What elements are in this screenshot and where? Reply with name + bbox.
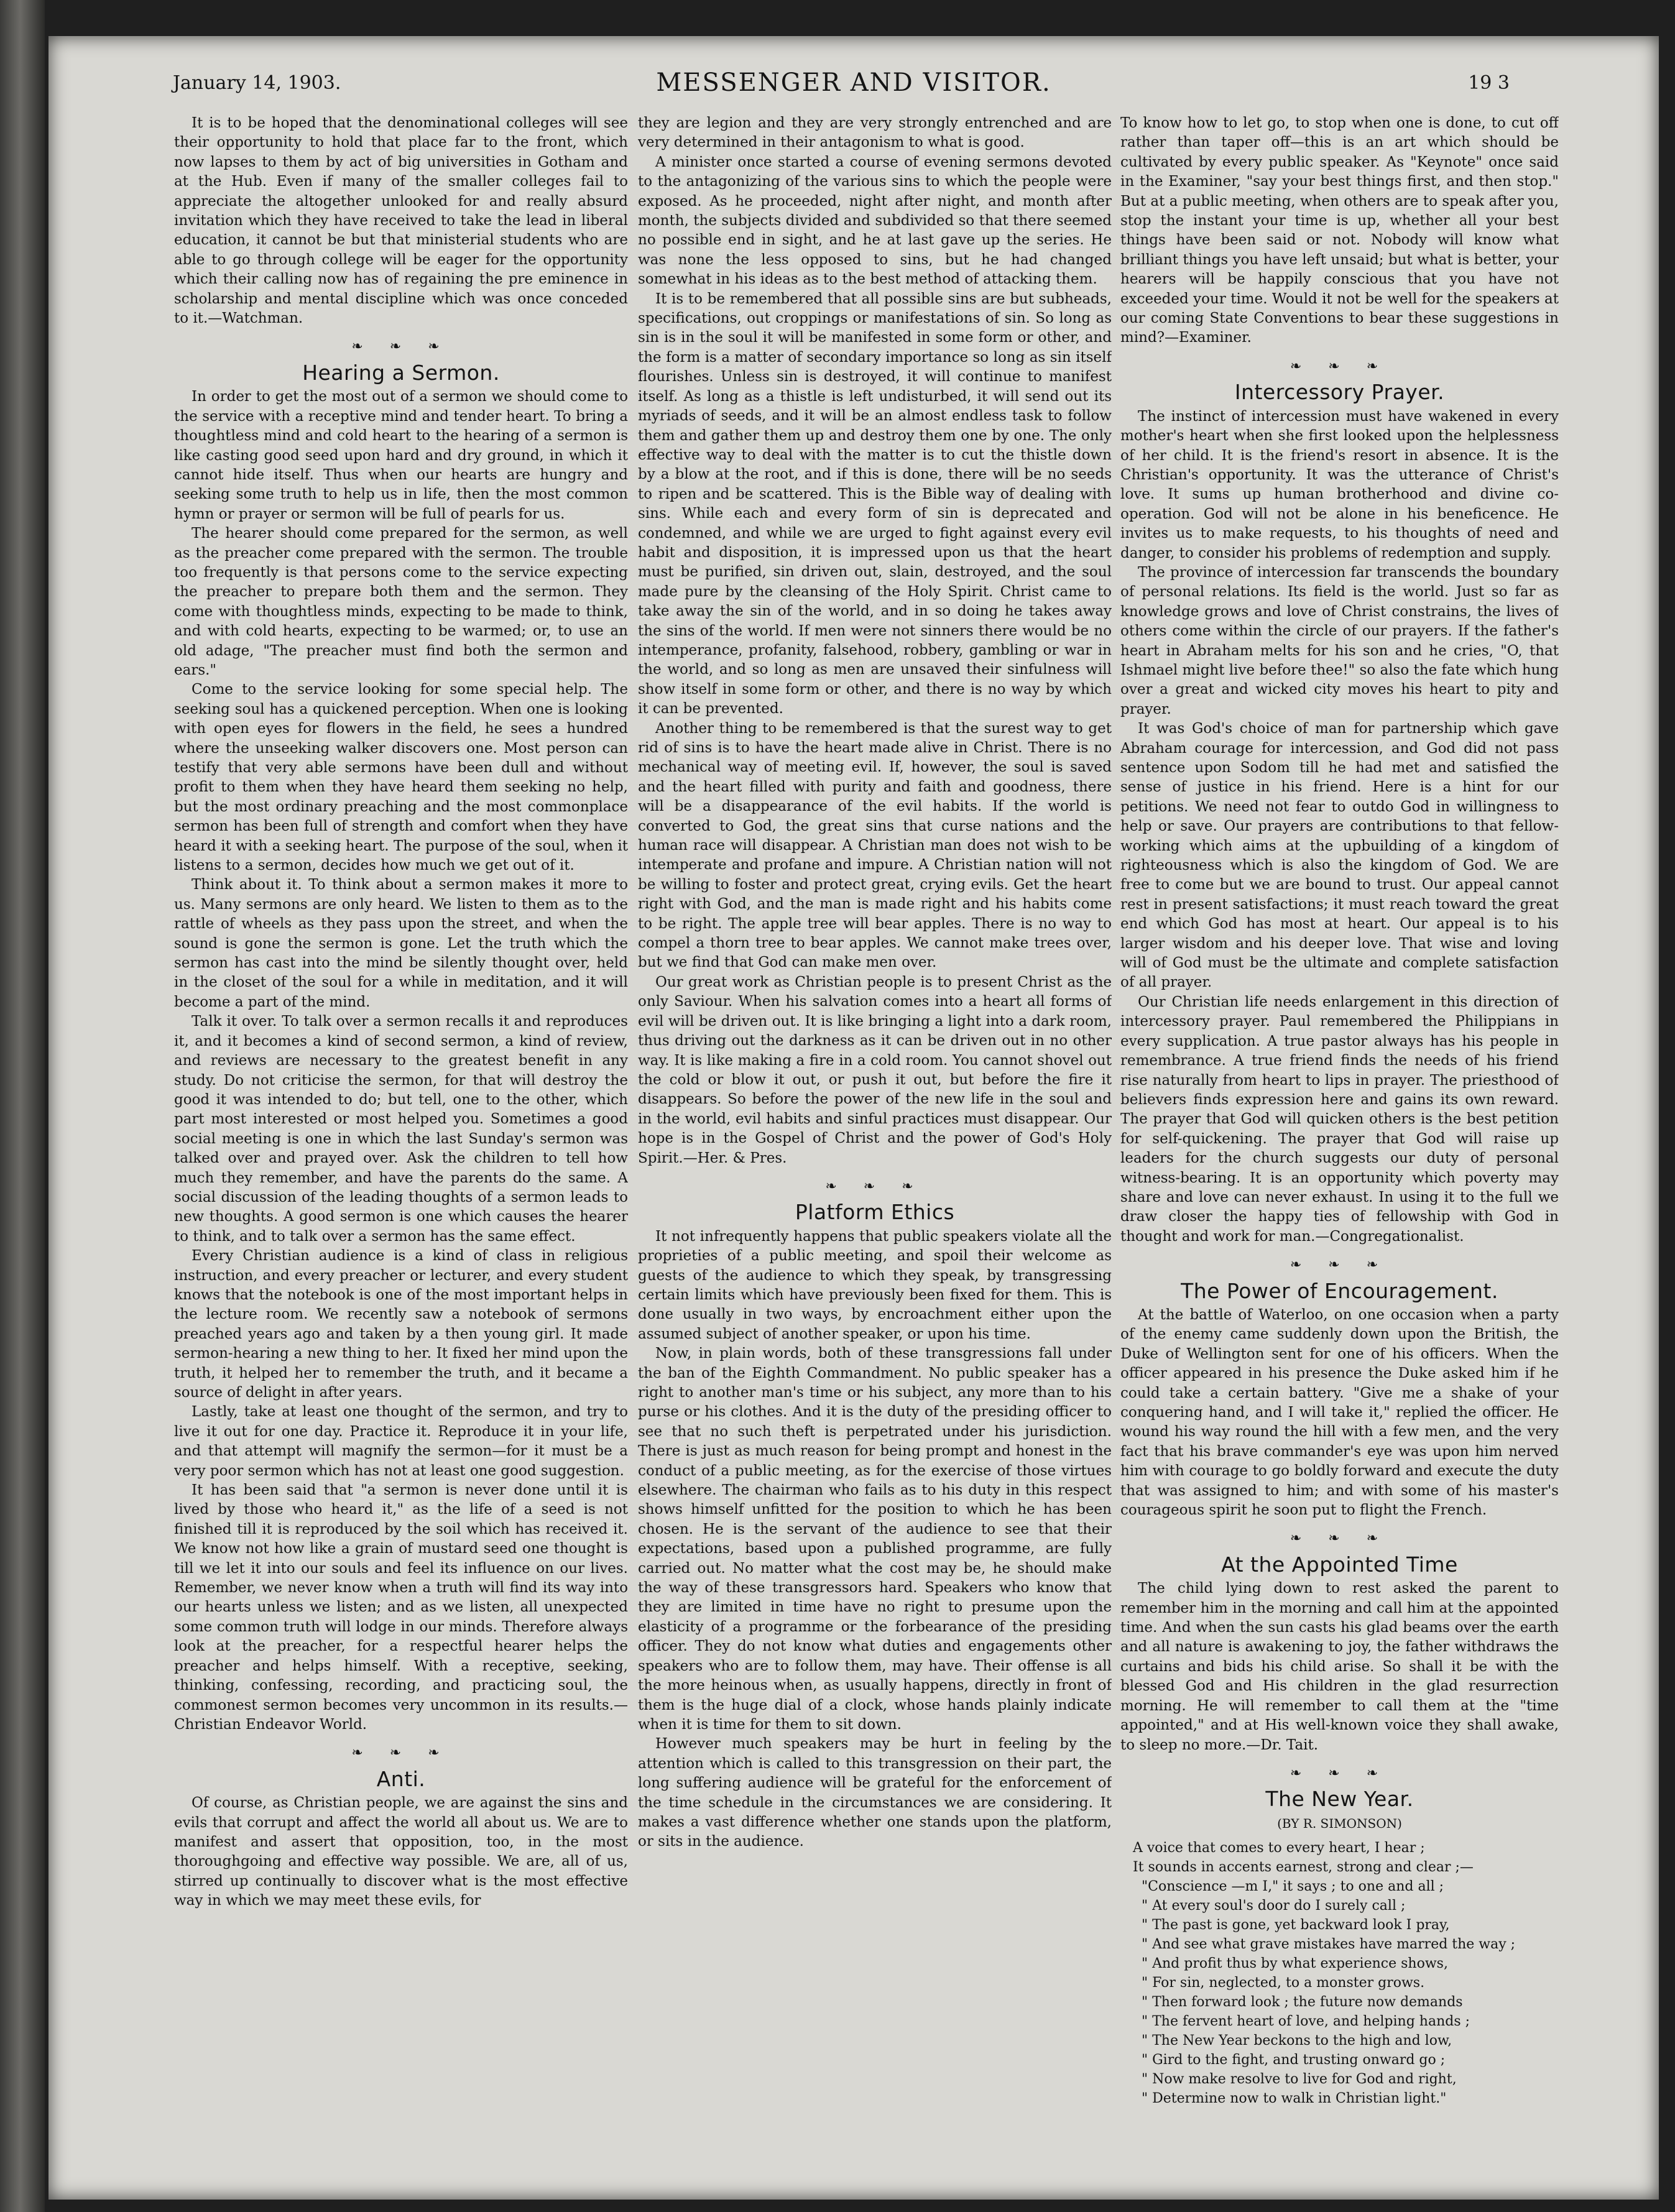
poem-line: "Conscience —m I," it says ; to one and all ; bbox=[1142, 1879, 1444, 1895]
adjacent-page-edge bbox=[0, 0, 45, 2212]
column-1 bbox=[174, 114, 628, 2178]
section-ornament: ❧ ❧ ❧ bbox=[825, 1178, 925, 1194]
hearing-paragraph: Every Christian audience is a kind of class in religious instruction, and every preacher or lecturer, and every student knows that the notebook is one of the most important helps in the lecture room. We recently saw a notebook of sermons preached years ago and taken by a then young girl. It made sermon-hearing a new thing to her. It fixed her mind upon the truth, it helped her to remember the truth, and it became a source of delight in after years. bbox=[174, 1248, 628, 1401]
appointed-paragraph: The child lying down to rest asked the parent to remember him in the morning and call him at the appointed time. And when the sun casts his glad beams over the earth and all nature is awakening to joy, the father withdraws the curtains and bids his child arise. So shall it be with the blessed God and His children in the glad resurrection morning. He will remember to call them at the "time appointed," and at His well-known voice they shall awake, to sleep no more.—Dr. Tait. bbox=[1120, 1580, 1559, 1753]
section-ornament: ❧ ❧ ❧ bbox=[351, 339, 451, 355]
hearing-paragraph: Talk it over. To talk over a sermon recalls it and reproduces it, and it becomes a kind of second sermon, a kind of review, and reviews are necessary to the greatest benefit in any study. Do not criticise the sermon, for that will destroy the good it was intended to do; but tell, one to the other, which part most interested or most helped you. Sometimes a good social meeting is one in which the last Sunday's sermon was talked over and prayed over. Ask the children to tell how much they remember, and have the parents do the same. A social discussion of the leading thoughts of a sermon leads to new thoughts. A good sermon is one which causes the hearer to think, and to talk over a sermon has the same effect. bbox=[174, 1013, 628, 1245]
anti-continued-paragraph: Our great work as Christian people is to present Christ as the only Saviour. When his salvation comes into a heart all forms of evil will be driven out. It is like bringing a light into a dark room, thus driving out the darkness as it can be driven out in no other way. It is like making a fire in a cold room. You cannot shovel out the cold or blow it out, or push it out, but before the fire it disappears. So before the power of the new life in the soul and in the world, evil habits and sinful practices must disappear. Our hope is in the Gospel of Christ and the power of God's Holy Spirit.—Her. & Pres. bbox=[638, 974, 1112, 1166]
platform-paragraph: However much speakers may be hurt in feeling by the attention which is called to this transgression on their part, the long suffering audience will be grateful for the enforcement of the time schedule in the circumstances we are considering. It makes a vast difference whether one stands upon the platform, or sits in the audience. bbox=[638, 1736, 1112, 1850]
college-article-paragraph: It is to be hoped that the denominational colleges will see their opportunity to hold that place far to the front, which now lapses to them by act of big universities in Gotham and at the Hub. Even if many of the smaller colleges fail to appreciate the altogether unlooked for and really absurd invitation which they have received to take the lead in liberal education, it cannot be but that ministerial students who are able to go through college will be eager for the opportunity which their calling now has of regaining the pre eminence in scholarship and mental discipline which was once conceded to it.—Watchman. bbox=[174, 115, 628, 327]
poem-byline: (BY R. SIMONSON) bbox=[1277, 1815, 1402, 1831]
poem-line: " For sin, neglected, to a monster grows. bbox=[1142, 1975, 1425, 1991]
poem-line: " The New Year beckons to the high and low, bbox=[1142, 2033, 1452, 2049]
hearing-paragraph: Think about it. To think about a sermon makes it more to us. Many sermons are only heard. We listen to them as to the rattle of wheels as they pass upon the street, and when the sound is gone the sermon is gone. Let the truth which the sermon has cast into the mind be silently thought over, held in the closet of the soul for a while in meditation, and it will become a part of the mind. bbox=[174, 877, 628, 1010]
paper-title: MESSENGER AND VISITOR. bbox=[656, 68, 1051, 97]
poem-line: " Then forward look ; the future now demands bbox=[1142, 1994, 1463, 2011]
column-2 bbox=[638, 114, 1112, 2178]
anti-continued-paragraph: they are legion and they are very strongly entrenched and are very determined in their antagonism to what is good. bbox=[638, 115, 1112, 151]
poem-line: " And profit thus by what experience shows, bbox=[1142, 1956, 1448, 1972]
poem-line: It sounds in accents earnest, strong and clear ;— bbox=[1133, 1859, 1474, 1876]
issue-date: January 14, 1903. bbox=[173, 72, 341, 94]
anti-continued-paragraph: It is to be remembered that all possible sins are but subheads, specifications, out croppings or manifestations of sin. So long as sin is in the soul it will be manifested in some form or other, and the form is a matter of secondary importance so long as sin itself flourishes. Unless sin is destroyed, it will continue to manifest itself. As long as a thistle is left undisturbed, it will send out its myriads of seeds, and it will be an almost endless task to follow them and gather them up and destroy them one by one. The only effective way to deal with the matter is to cut the thistle down by a blow at the root, and if this is done, there will be no seeds to ripen and be scattered. This is the Bible way of dealing with sins. While each and every form of sin is deprecated and condemned, and while we are urged to fight against every evil habit and disposition, it is impressed upon us that the heart must be purified, sin driven out, slain, destroyed, and the soul made pure by the cleansing of the Holy Spirit. Christ came to take away the sin of the world, and in so doing he takes away the sins of the world. If men were not sinners there would be no intemperance, profanity, falsehood, robbery, gambling or war in the world, and so long as men are unsaved their sinfulness will show itself in some form or other, and there is no way by which it can be prevented. bbox=[638, 290, 1112, 717]
intercessory-paragraph: It was God's choice of man for partnership which gave Abraham courage for intercession, and God did not pass sentence upon Sodom till he had met and satisfied the sense of justice in his friend. Here is a hint for our petitions. We need not fear to outdo God in willingness to help or save. Our prayers are contributions to that fellow-working which aims at the upbuilding of a kingdom of righteousness which is also the kingdom of God. We are free to come but we are bound to trust. Our appeal cannot rest in present satisfactions; it must reach toward the great end which God has most at heart. Our appeal is to his larger wisdom and his deeper love. That wise and loving will of God must be the ultimate and complete satisfaction of all prayer. bbox=[1120, 721, 1559, 991]
section-ornament: ❧ ❧ ❧ bbox=[1290, 1257, 1390, 1273]
page-number: 19 3 bbox=[1468, 72, 1510, 94]
new-year-title: The New Year. bbox=[1265, 1787, 1414, 1812]
encouragement-paragraph: At the battle of Waterloo, on one occasion when a party of the enemy came suddenly down upon the British, the Duke of Wellington sent for one of his officers. When the officer appeared in his presence the Duke asked him if he could take a certain battery. "Give me a shake of your conquering hand, and I will take it," replied the officer. He wound his way round the hill with a few men, and the very fact that his brave commander's eye was upon him nerved him with courage to go boldly forward and execute the duty that was assigned to him; and with some of his master's courageous spirit he soon put to flight the French. bbox=[1120, 1306, 1559, 1519]
poem-line: " Now make resolve to live for God and right, bbox=[1142, 2071, 1457, 2088]
poem-line: " Determine now to walk in Christian light." bbox=[1142, 2091, 1447, 2107]
hearing-paragraph: Come to the service looking for some special help. The seeking soul has a quickened perception. When one is looking with open eyes for flowers in the field, he sees a hundred where the unseeking walker discovers one. Most person can testify that very able sermons have been dull and without profit to them when they have heard them seeking no help, but the most ordinary preaching and the most commonplace sermon has been full of strength and comfort when they have heard it with a seeking heart. The purpose of the soul, when it listens to a sermon, decides how much we get out of it. bbox=[174, 681, 628, 874]
hearing-paragraph: The hearer should come prepared for the sermon, as well as the preacher come prepared with the sermon. The trouble too frequently is that persons come to the service expecting the preacher to prepare both them and the sermon. They come with thoughtless minds, expecting to be made to think, and with cold hearts, expecting to be warmed; or, to use an old adage, "The preacher must find both the sermon and ears." bbox=[174, 525, 628, 678]
anti-paragraph: Of course, as Christian people, we are against the sins and evils that corrupt and affect the world all about us. We are to manifest and assert that opposition, too, in the most thoroughgoing and effective way possible. We are, all of us, stirred up continually to discover what is the most effective way in which we may meet these evils, for bbox=[174, 1795, 628, 1909]
section-ornament: ❧ ❧ ❧ bbox=[351, 1745, 451, 1761]
anti-continued-paragraph: Another thing to be remembered is that the surest way to get rid of sins is to have the heart made alive in Christ. There is no mechanical way of meeting evil. If, however, the soul is saved and the heart filled with purity and faith and goodness, there will be a disappearance of the evil habits. If the world is converted to God, the great sins that curse nations and the human race will disappear. A Christian man does not wish to be intemperate and profane and impure. A Christian nation will not be willing to foster and protect great, crying evils. Get the heart right with God, and the man is made right and his habits come to be right. The apple tree will bear apples. There is no way to compel a thorn tree to bear apples. We cannot make trees over, but we find that God can make men over. bbox=[638, 720, 1112, 971]
column-3 bbox=[1120, 114, 1559, 2178]
hearing-paragraph: Lastly, take at least one thought of the sermon, and try to live it out for one day. Practice it. Reproduce it in your life, and that attempt will magnify the sermon—for it must be a very poor sermon which has not at least one good suggestion. bbox=[174, 1404, 628, 1479]
hearing-sermon-title: Hearing a Sermon. bbox=[302, 360, 500, 385]
intercessory-paragraph: The province of intercession far transcends the boundary of personal relations. Its field is the world. Just so far as knowledge grows and love of Christ constrains, the lives of others come within the circle of our prayers. If the father's heart in Abraham melts for his son and he cries, "O, that Ishmael might live before thee!" so also the fate which hung over a great and wicked city moves his heart to pity and prayer. bbox=[1120, 564, 1559, 717]
intercessory-prayer-title: Intercessory Prayer. bbox=[1234, 380, 1445, 405]
encouragement-title: The Power of Encouragement. bbox=[1181, 1278, 1498, 1303]
anti-continued-paragraph: A minister once started a course of evening sermons devoted to the antagonizing of the various sins to which the people were exposed. As he proceeded, night after night, and month after month, the subjects divided and subdivided so that there seemed no possible end in sight, and he at last gave up the series. He was none the less opposed to sins, but he had changed somewhat in his ideas as to the best method of attacking them. bbox=[638, 154, 1112, 288]
platform-paragraph: It not infrequently happens that public speakers violate all the proprieties of a public meeting, and spoil their welcome as guests of the audience to which they speak, by transgressing certain limits which have previously been fixed for them. This is done usually in two ways, by encroachment either upon the assumed subject of another speaker, or upon his time. bbox=[638, 1228, 1112, 1342]
platform-ethics-title: Platform Ethics bbox=[795, 1200, 955, 1225]
platform-paragraph: Now, in plain words, both of these transgressions fall under the ban of the Eighth Commandment. No public speaker has a right to another man's time or his subject, any more than to his purse or his clothes. And it is the duty of the presiding officer to see that no such theft is perpetrated under his jurisdiction. There is just as much reason for being prompt and honest in the conduct of a public meeting, as for the exercise of those virtues elsewhere. The chairman who fails as to his duty in this respect shows himself unfitted for the position to which he has been chosen. He is the servant of the audience to see that their expectations, based upon a published programme, are fully carried out. No matter what the cost may be, he should make the way of these transgressors hard. Speakers who know that they are limited in time have no right to presume upon the elasticity of a programme or the forbearance of the presiding officer. They do not know what duties and engagements other speakers who are to follow them, may have. Their offense is all the more heinous when, as usually happens, directly in front of them is the huge dial of a clock, whose hands plainly indicate when it is time for them to sit down. bbox=[638, 1345, 1112, 1733]
new-year-poem bbox=[1120, 1838, 1559, 2108]
hearing-paragraph: In order to get the most out of a sermon we should come to the service with a receptive mind and tender heart. To bring a thoughtless mind and cold heart to the hearing of a sermon is like casting good seed upon hard and dry ground, in which it cannot hide itself. Thus when our hearts are hungry and seeking some truth to help us in life, then the most common hymn or prayer or sermon will be full of pearls for us. bbox=[174, 389, 628, 522]
anti-title: Anti. bbox=[376, 1766, 426, 1791]
poem-line: A voice that comes to every heart, I hear ; bbox=[1133, 1840, 1425, 1856]
poem-line: " The fervent heart of love, and helping hands ; bbox=[1142, 2014, 1470, 2030]
intercessory-paragraph: The instinct of intercession must have wakened in every mother's heart when she first looked upon the helplessness of her child. It is the friend's resort in absence. It is the Christian's opportunity. It was the utterance of Christ's love. It sums up human brotherhood and divine co-operation. God will not be alone in his beneficence. He invites us to make requests, to his thoughts of need and danger, to consider his problems of redemption and supply. bbox=[1120, 408, 1559, 561]
platform-continued-paragraph: To know how to let go, to stop when one is done, to cut off rather than taper off—this is an art which should be cultivated by every public speaker. As "Keynote" once said in the Examiner, "say your best things first, and then stop." But at a public meeting, when others are to speak after you, stop the instant your time is up, whether all your best things have been said or not. Nobody will know what brilliant things you have left unsaid; but what is better, your hearers will be happily conscious that you have not exceeded your time. Would it not be well for the speakers at our coming State Conventions to bear these suggestions in mind?—Examiner. bbox=[1120, 115, 1559, 346]
hearing-paragraph: It has been said that "a sermon is never done until it is lived by those who heard it," as the life of a seed is not finished till it is reproduced by the soil which has received it. We know not how like a grain of mustard seed one thought is till we let it into our souls and feel its influence on our lives. Remember, we never know when a truth will find its way into our hearts unless we listen; and as we listen, all unexpected some common truth will lodge in our minds. Therefore always look at the preacher, for a respectful hearer helps the preacher and helps himself. With a receptive, seeking, thinking, confessing, recording, and practicing soul, the commonest sermon becomes very uncommon in its results.—Christian Endeavor World. bbox=[174, 1482, 628, 1733]
poem-line: " The past is gone, yet backward look I pray, bbox=[1142, 1917, 1450, 1933]
section-ornament: ❧ ❧ ❧ bbox=[1290, 358, 1390, 374]
section-ornament: ❧ ❧ ❧ bbox=[1290, 1765, 1390, 1781]
poem-line: " At every soul's door do I surely call ; bbox=[1142, 1898, 1406, 1914]
poem-line: " And see what grave mistakes have marred the way ; bbox=[1142, 1937, 1516, 1953]
newspaper-page bbox=[48, 36, 1659, 2200]
poem-line: " Gird to the fight, and trusting onward go ; bbox=[1142, 2052, 1446, 2068]
section-ornament: ❧ ❧ ❧ bbox=[1290, 1531, 1390, 1547]
appointed-time-title: At the Appointed Time bbox=[1221, 1552, 1458, 1577]
intercessory-paragraph: Our Christian life needs enlargement in this direction of intercessory prayer. Paul remembered the Philippians in every supplication. A true pastor always has his people in remembrance. A true friend finds the needs of his friend rise naturally from heart to lips in prayer. The priesthood of believers finds expression here and gains its own reward. The prayer that God will quicken others is the best petition for self-quickening. The prayer that God will raise up leaders for the church suggests our duty of personal witness-bearing. It is an opportunity which poverty may share and love can never exhaust. In using it to the full we draw closer the happy ties of fellowship with God in thought and work for man.—Congregationalist. bbox=[1120, 993, 1559, 1245]
